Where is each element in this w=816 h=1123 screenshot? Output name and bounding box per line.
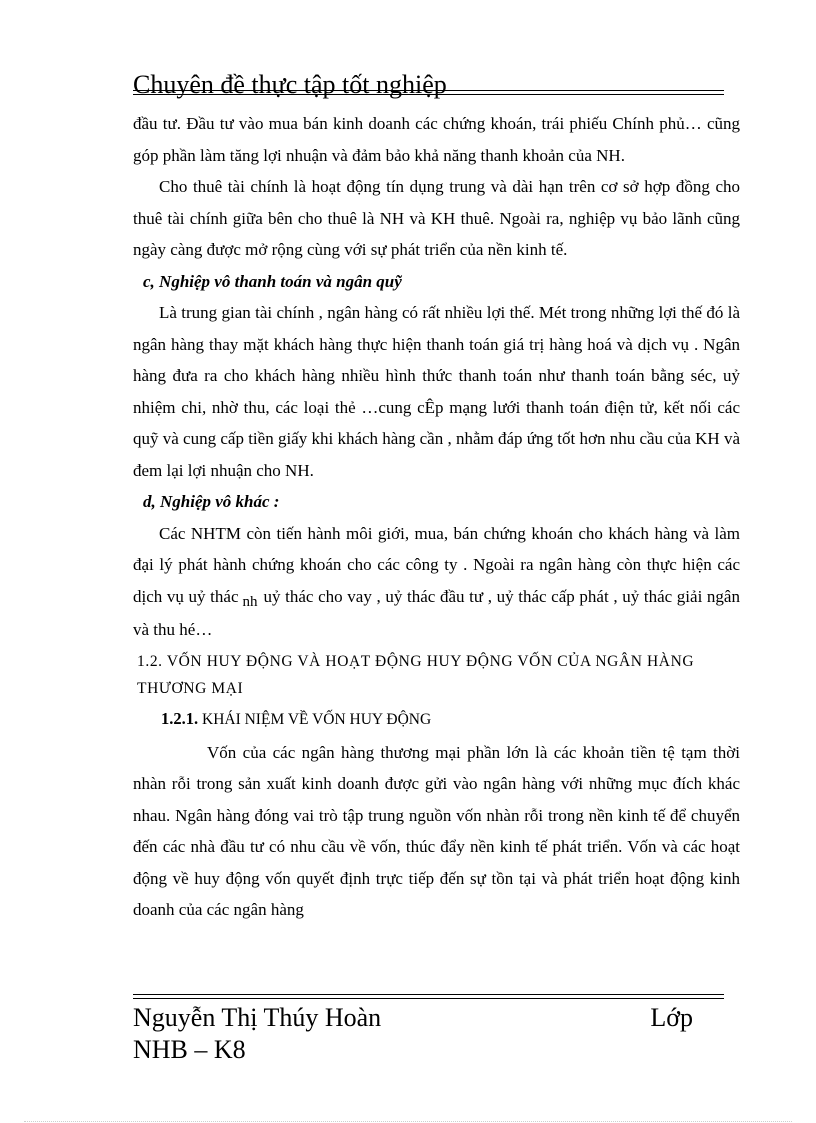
paragraph-other-services-part1: Các NHTM còn tiến hành môi giới, mua, bán chứng khoán cho khách hàng và làm đại lý phát hành chứng khoán cho các công ty . Ngoài ra ngân hàng còn thực hiện các dịch vụ uỷ thác bbox=[133, 523, 740, 606]
paragraph-investment: đầu tư. Đầu tư vào mua bán kinh doanh các chứng khoán, trái phiếu Chính phủ… cũng góp phần làm tăng lợi nhuận và đảm bảo khả năng thanh khoản của NH. bbox=[133, 114, 740, 165]
section-1-2-title-line2: THƯƠNG MẠI bbox=[137, 679, 244, 697]
page-bottom-dotted-line bbox=[24, 1121, 792, 1122]
heading-payment-services: c, Nghiệp vô thanh toán và ngân quỹ bbox=[143, 271, 402, 291]
section-1-2-1-title bbox=[133, 702, 740, 737]
paragraph-other-services-part2: uỷ thác cho vay , uỷ thác đầu tư , uỷ thác cấp phát , uỷ thác giải ngân và thu hé… bbox=[133, 586, 740, 639]
footer-author-name: Nguyễn Thị Thúy Hoàn bbox=[133, 1003, 382, 1032]
header-rule-top bbox=[133, 90, 724, 91]
footer-class-code: NHB – K8 bbox=[133, 1035, 246, 1064]
paragraph-mobilized-capital: Vốn của các ngân hàng thương mại phần lớn là các khoản tiền tệ tạm thời nhàn rỗi trong sản xuất kinh doanh được gửi vào ngân hàng với những mục đích khác nhau. Ngân hàng đóng vai trò tập trung nguồn vốn nhàn rỗi trong nền kinh tế để chuyển đến các nhà đầu tư có nhu cầu về vốn, thúc đẩy nền kinh tế phát triển. Vốn và các hoạt động về huy động vốn quyết định trực tiếp đến sự tồn tại và phát triển hoạt động kinh doanh của các ngân hàng bbox=[133, 742, 740, 919]
paragraph-leasing: Cho thuê tài chính là hoạt động tín dụng trung và dài hạn trên cơ sở hợp đồng cho thuê tài chính giữa bên cho thuê là NH và KH thuê. Ngoài ra, nghiệp vụ bảo lãnh cũng ngày càng được mở rộng cùng với sự phát triển của nền kinh tế. bbox=[133, 177, 740, 259]
section-1-2-1-label: KHÁI NIỆM VỀ VỐN HUY ĐỘNG bbox=[202, 710, 432, 728]
header-rule-bottom bbox=[133, 94, 724, 95]
footer-rule-top bbox=[133, 994, 724, 995]
body-text bbox=[133, 108, 740, 926]
footer-class-label: Lớp bbox=[650, 1003, 693, 1032]
footer-rule-bottom bbox=[133, 998, 724, 999]
paragraph-other-services bbox=[133, 518, 740, 646]
section-1-2-title-line1: 1.2. VỐN HUY ĐỘNG VÀ HOẠT ĐỘNG HUY ĐỘNG VỐN CỦA NGÂN HÀNG bbox=[137, 652, 695, 670]
page-header-title: Chuyên đề thực tập tốt nghiệp bbox=[133, 70, 447, 99]
heading-other-services: d, Nghiệp vô khác : bbox=[143, 492, 280, 511]
subscript-nh: nh bbox=[242, 593, 258, 610]
paragraph-payment: Là trung gian tài chính , ngân hàng có rất nhiều lợi thế. Mét trong những lợi thế đó là ngân hàng thay mặt khách hàng thực hiện thanh toán giá trị hàng hoá và dịch vụ . Ngân hàng đưa ra cho khách hàng nhiều hình thức thanh toán như thanh toán bằng séc, uỷ nhiệm chi, nhờ thu, các loại thẻ …cung cÊp mạng lưới thanh toán điện tử, kết nối các quỹ và cung cấp tiền giấy khi khách hàng cần , nhằm đáp ứng tốt hơn nhu cầu của KH và đem lại lợi nhuận cho NH. bbox=[133, 303, 740, 480]
section-1-2-1-number: 1.2.1. bbox=[161, 708, 199, 728]
footer-author-line bbox=[133, 1002, 693, 1034]
